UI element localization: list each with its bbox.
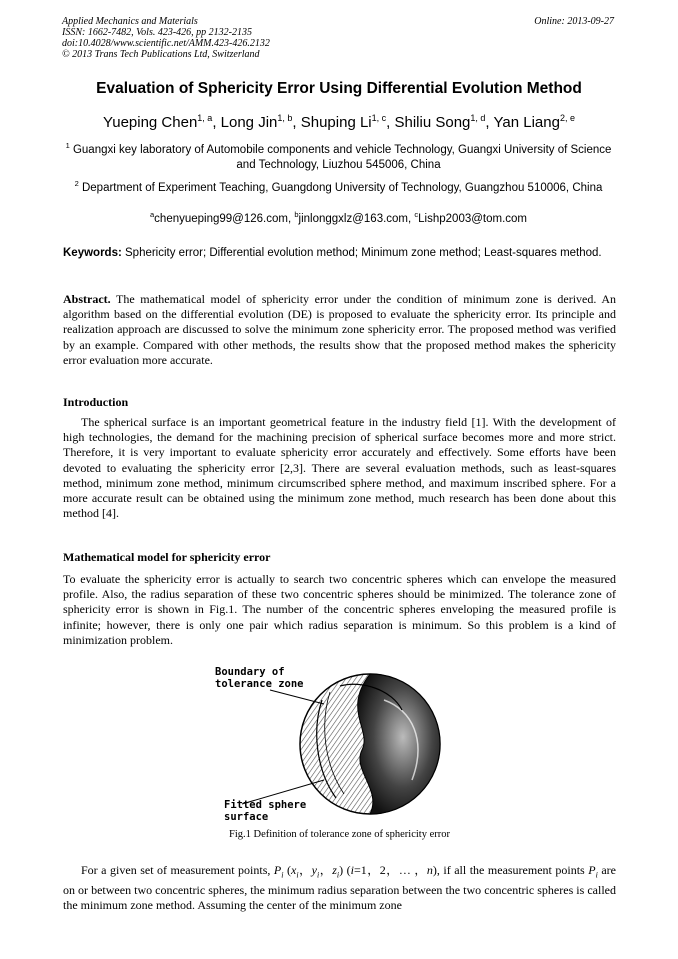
final-paragraph: For a given set of measurement points, $P_i$ ($x_i$，$y_i$，$z_i$) (i=1，2，… ，n), if all the measurement points $P_i$ are on or between two concentric spheres, the minimum radius separation between the two concentric spheres is called the minimum zone method. Assuming the center of the minimum zone xyxy=(63,863,616,912)
author-affiliation-mark: 1, d xyxy=(470,113,486,123)
introduction-text: The spherical surface is an important geometrical feature in the industry field [1]. With the development of high technologies, the demand for the machining precision of spherical surface becomes more and more strict. Therefore, it is very important to evaluate sphericity error accurately and effectively. Some efforts have been devoted to evaluating the sphericity error [2,3]. There are several evaluation methods, such as least-squares method, minimum zone method, minimum circumscribed sphere method, and maximum inscribed sphere. For a more accurate result can be obtained using the minimum zone method, much research has been done about this method [4]. xyxy=(63,415,616,521)
journal-name: Applied Mechanics and Materials xyxy=(62,16,198,27)
email-link[interactable]: chenyueping99@126.com xyxy=(154,213,288,225)
issn: ISSN: 1662-7482, Vols. 423-426, pp 2132-2135 xyxy=(62,27,252,38)
figure-label-fitted-sphere: Fitted sphere surface xyxy=(224,799,307,823)
affiliation-2: $^2$ Department of Experiment Teaching, Guangdong University of Technology, Guangzhou 510006, China xyxy=(74,179,603,194)
author-affiliation-mark: 1, b xyxy=(277,113,293,123)
author-name: Shuping Li xyxy=(300,114,372,131)
email-link[interactable]: jinlonggxlz@163.com xyxy=(298,213,409,225)
keywords xyxy=(63,247,616,261)
author-affiliation-mark: 1, a xyxy=(197,113,213,123)
affiliation-1: $^1$ Guangxi key laboratory of Automobile components and vehicle Technology, Guangxi University of Science and Technology, Liuzhou 545006, China xyxy=(65,141,612,171)
author-name: Shiliu Song xyxy=(394,114,471,131)
author-affiliation-mark: 2, e xyxy=(559,113,575,123)
author-affiliation-mark: 1, c xyxy=(371,113,387,123)
paper-title: Evaluation of Sphericity Error Using Differential Evolution Method xyxy=(96,80,582,97)
section-heading-model: Mathematical model for sphericity error xyxy=(63,550,271,564)
section-heading-introduction: Introduction xyxy=(63,395,129,409)
online-date: Online: 2013-09-27 xyxy=(534,16,614,27)
author-name: Yan Liang xyxy=(493,114,560,131)
author-name: Long Jin xyxy=(220,114,278,131)
email-list: $^a$chenyueping99@126.com, $^b$jinlonggxlz@163.com, $^c$Lishp2003@tom.com xyxy=(150,210,527,225)
model-text: To evaluate the sphericity error is actually to search two concentric spheres which can envelope the measured profile. Also, the radius separation of these two concentric spheres should be minimized. The tolerance zone of sphericity error is shown in Fig.1. The number of the concentric spheres enveloping the measured profile is infinite; however, there is only one pair which radius separation is minimum. So this problem is a kind of minimization problem. xyxy=(63,572,616,647)
figure-caption: Fig.1 Definition of tolerance zone of sphericity error xyxy=(228,829,450,840)
author-list: Yueping Chen$^{1, a}$, Long Jin$^{1, b}$, Shuping Li$^{1, c}$, Shiliu Song$^{1, d}$, Yan Liang$^{2, e}$ xyxy=(103,113,575,131)
abstract-label: Abstract. xyxy=(63,292,111,306)
keywords-text: Sphericity error; Differential evolution method; Minimum zone method; Least-squares method. xyxy=(125,247,602,259)
keywords-label: Keywords: xyxy=(63,247,122,259)
email-link[interactable]: Lishp2003@tom.com xyxy=(418,213,527,225)
doi: doi:10.4028/www.scientific.net/AMM.423-426.2132 xyxy=(62,38,270,49)
copyright: © 2013 Trans Tech Publications Ltd, Switzerland xyxy=(62,49,260,60)
author-name: Yueping Chen xyxy=(103,114,198,131)
abstract-text: The mathematical model of sphericity error under the condition of minimum zone is derived. An algorithm based on the differential evolution (DE) is proposed to evaluate the sphericity error. Its principle and realization approach are discussed to solve the minimum zone sphericity error. The proposed method was verified by an example. Compared with other methods, the results show that the proposed method makes the sphericity error evaluation more accurate. xyxy=(63,292,616,367)
figure-1 xyxy=(212,660,472,826)
abstract xyxy=(63,292,616,368)
journal-header xyxy=(62,16,270,60)
figure-label-boundary: Boundary of tolerance zone xyxy=(215,666,304,690)
